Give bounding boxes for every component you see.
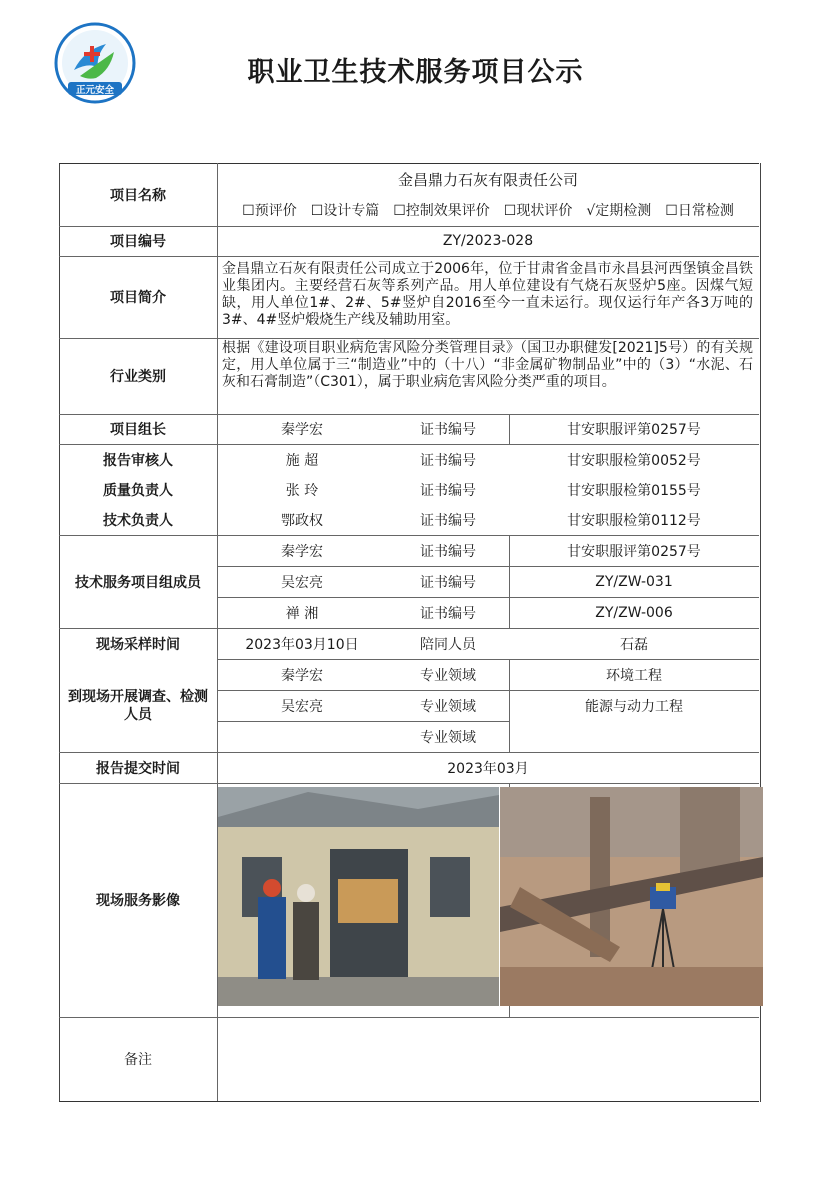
member-name: 禅 湘 bbox=[285, 605, 319, 622]
field-label: 专业领域 bbox=[420, 729, 476, 746]
cert-no-label: 证书编号 bbox=[420, 605, 476, 622]
cert-no-label: 证书编号 bbox=[420, 574, 476, 591]
tech-cert: 甘安职服检第0112号 bbox=[567, 513, 701, 529]
cert-no-label: 证书编号 bbox=[420, 452, 476, 469]
leader-cert: 甘安职服评第0257号 bbox=[567, 422, 701, 438]
industry-label: 行业类别 bbox=[110, 369, 166, 385]
cert-no-label: 证书编号 bbox=[420, 543, 476, 560]
member-cert: ZY/ZW-031 bbox=[595, 573, 673, 590]
cert-no-label: 证书编号 bbox=[420, 422, 476, 438]
member-name: 吴宏亮 bbox=[281, 574, 323, 591]
site-photo-monitoring bbox=[500, 787, 763, 1006]
page-title: 职业卫生技术服务项目公示 bbox=[247, 57, 584, 88]
leader-role: 项目组长 bbox=[110, 422, 166, 438]
intro-text: 金昌鼎立石灰有限责任公司成立于2006年，位于甘肃省金昌市永昌县河西堡镇金昌铁业集团内。主要经营石灰等系列产品。用人单位建设有气烧石灰竖炉5座。因煤气短缺，用人单位1#、2#、5#竖炉自2016至今一直未运行。现仅运行年产各3万吨的3#、4#竖炉煅烧生产线及辅助用室。 bbox=[222, 261, 753, 328]
field-staff-name: 秦学宏 bbox=[281, 667, 323, 684]
project-no-value: ZY/2023-028 bbox=[442, 233, 534, 249]
photos-label: 现场服务影像 bbox=[96, 893, 180, 909]
companion-label: 陪同人员 bbox=[420, 636, 476, 653]
tech-name: 鄂政权 bbox=[281, 513, 323, 529]
field-value: 能源与动力工程 bbox=[585, 698, 683, 715]
members-label: 技术服务项目组成员 bbox=[75, 574, 201, 591]
reviewer-role: 报告审核人 bbox=[103, 452, 173, 469]
cert-no-label: 证书编号 bbox=[420, 513, 476, 529]
project-no-label: 项目编号 bbox=[110, 234, 166, 250]
quality-name: 张 玲 bbox=[285, 483, 319, 499]
cert-no-label: 证书编号 bbox=[420, 483, 476, 499]
remarks-label: 备注 bbox=[124, 1052, 152, 1068]
service-type-options: ☐预评价 ☐设计专篇 ☐控制效果评价 ☐现状评价 √定期检测 ☐日常检测 bbox=[242, 203, 734, 219]
companion-name: 石磊 bbox=[620, 636, 648, 653]
report-time-value: 2023年03月 bbox=[447, 760, 529, 777]
reviewer-cert: 甘安职服检第0052号 bbox=[567, 452, 701, 469]
intro-label: 项目简介 bbox=[110, 290, 166, 306]
reviewer-name: 施 超 bbox=[285, 452, 319, 469]
field-staff-label: 到现场开展调查、检测人员 bbox=[68, 688, 208, 723]
industry-text: 根据《建设项目职业病危害风险分类管理目录》（国卫办职健发[2021]5号）的有关规定，用人单位属于三“制造业”中的（十八）“非金属矿物制品业”中的（3）“水泥、石灰和石膏制造”（C301），属于职业病危害风险分类严重的项目。 bbox=[222, 340, 753, 390]
field-label: 专业领域 bbox=[420, 667, 476, 684]
field-label: 专业领域 bbox=[420, 698, 476, 715]
leader-name: 秦学宏 bbox=[281, 422, 323, 438]
sampling-date: 2023年03月10日 bbox=[245, 636, 359, 653]
site-photo-entrance bbox=[218, 787, 499, 1006]
quality-cert: 甘安职服检第0155号 bbox=[567, 483, 701, 499]
field-staff-name bbox=[217, 721, 387, 752]
project-name-value: 金昌鼎力石灰有限责任公司 bbox=[397, 170, 578, 189]
tech-role: 技术负责人 bbox=[103, 513, 173, 529]
member-name: 秦学宏 bbox=[281, 543, 323, 560]
member-cert: 甘安职服评第0257号 bbox=[567, 543, 701, 560]
project-name-label: 项目名称 bbox=[110, 187, 166, 204]
report-time-label: 报告提交时间 bbox=[96, 760, 180, 777]
remarks-value bbox=[217, 1017, 759, 1101]
field-staff-name: 吴宏亮 bbox=[281, 698, 323, 715]
quality-role: 质量负责人 bbox=[103, 483, 173, 499]
member-cert: ZY/ZW-006 bbox=[595, 604, 673, 621]
logo-text: 正元安全 bbox=[75, 85, 114, 96]
sampling-label: 现场采样时间 bbox=[96, 636, 180, 653]
field-value: 环境工程 bbox=[606, 667, 662, 684]
